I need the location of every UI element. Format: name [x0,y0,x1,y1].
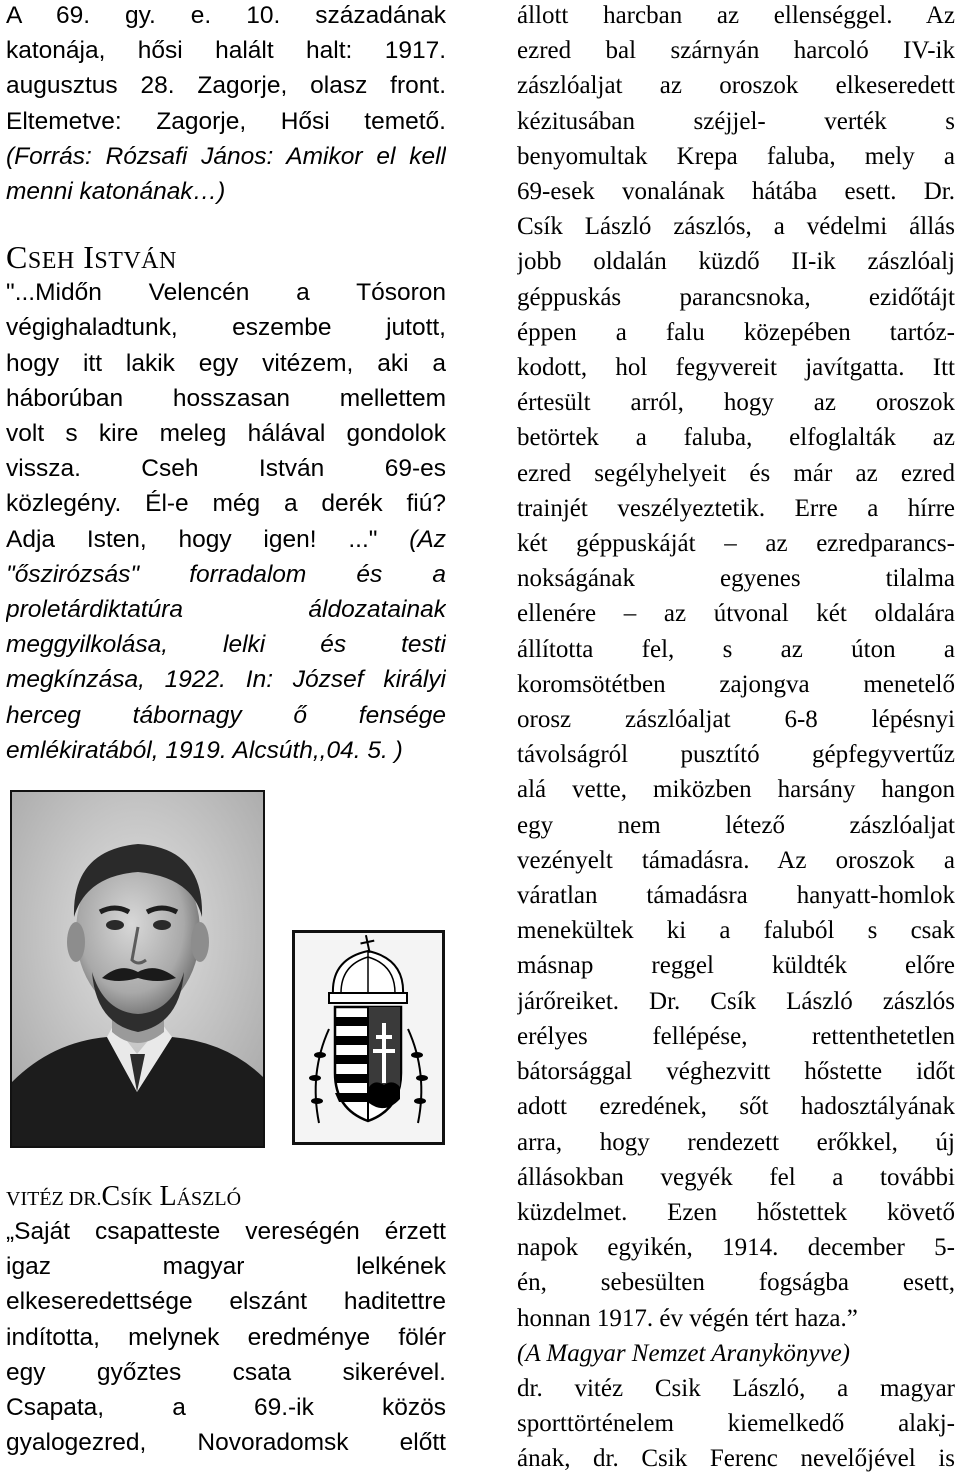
body-line: 69-esek vonalának hátába esett. Dr. [517,178,955,206]
body-line: egy nem létező zászlóaljat [517,811,955,839]
body-line: trainjét veszélyeztetik. Erre a hírre [517,494,955,522]
body-line: ellenére – az útvonal két oldalára [517,600,955,628]
body-line: távolságról pusztító gépfegyvertűz [517,741,955,769]
heading-initial: I [83,239,95,276]
body-line: állott harcban az ellenséggel. Az [517,2,955,29]
quote-line: vissza. Cseh István 69-es [6,455,446,483]
body-line: ának, dr. Csik Ferenc nevelőjével is [517,1445,955,1473]
quote-line [6,522,446,557]
quote-line: hogy itt lakik egy vitézem, aki a [6,349,446,377]
heading-initial: C [101,1181,121,1212]
quote-line: egy győztes csata sikerével. [6,1358,446,1386]
source-citation: (A Magyar Nemzet Aranykönyve) [517,1339,850,1367]
body-line: vezényelt támadásra. Az oroszok a [517,846,955,874]
intro-line: augusztus 28. Zagorje, olasz front. [6,72,446,100]
body-line: nokságának egyenes tilalma [517,565,955,593]
obituary-intro [6,0,446,209]
body-line: orosz zászlóaljat 6-8 lépésnyi [517,706,955,734]
body-line: honnan 1917. év végén tért haza.” [517,1304,858,1332]
heading-rest: STVÁN [94,248,177,275]
heading-rest: ÁSZLÓ [176,1188,242,1210]
quote-line: indította, melynek eredménye fölér [6,1323,446,1351]
intro-line: menni katonának…) [6,178,226,206]
source-line: "őszirózsás" forradalom és a [6,560,446,588]
portrait-photo [10,790,265,1148]
body-line: benyomultak Krepa faluba, mely a [517,142,955,170]
body-line: alá vette, miközben harsány hangon [517,776,955,804]
quote-line: Csapata, a 69.-ik közös [6,1394,446,1422]
portrait-illustration [12,792,263,1146]
csik-tail [517,1371,955,1477]
csik-section [6,1180,446,1460]
body-line: kodott, hol fegyvereit javítgatta. Itt [517,354,955,382]
coat-of-arms-icon [295,933,442,1142]
heading-initial: C [6,239,28,276]
quote-end: Adja Isten, hogy igen! ..." [6,525,378,553]
body-line: arra, hogy rendezett erőkkel, új [517,1128,955,1156]
body-line: Csík László zászlós, a védelmi állás [517,213,955,241]
csik-quote [6,1214,446,1460]
body-line: váratlan támadásra hanyatt-homlok [517,882,955,910]
quote-line: gyalogezred, Novoradomsk előtt [6,1429,446,1457]
body-line: ezred bal szárnyán harcoló IV-ik [517,37,955,65]
intro-line: A 69. gy. e. 10. századának [6,2,446,29]
body-line: ezred segélyhelyeit és már az ezred [517,459,955,487]
body-line: koromsötétben zajongva menetelő [517,670,955,698]
heading-rest: SÍK [120,1188,153,1210]
csik-quote-continued [517,0,955,1336]
heading-prefix: VITÉZ DR. [6,1188,102,1210]
body-line: kézitusában széjjel- verték s [517,107,955,135]
left-column [6,0,446,768]
heading-rest: SEH [27,248,75,275]
body-line: dr. vitéz Csik László, a magyar [517,1374,955,1402]
source-line: emlékiratából, 1919. Alcsúth,,04. 5. ) [6,736,403,764]
quote-line: elkeseredettsége elszánt haditettre [6,1288,446,1316]
body-line: értesült arról, hogy az oroszok [517,389,955,417]
intro-line: Eltemetve: Zagorje, Hősi temető. [6,107,446,135]
body-line: menekültek ki a faluból s csak [517,917,955,945]
source-line: herceg tábornagy ő fensége [6,701,446,729]
body-line: géppuskás parancsnoka, ezidőtájt [517,283,955,311]
body-line: állásokban vegyék fel a további [517,1163,955,1191]
heading-initial: L [159,1181,177,1212]
body-line: sporttörténelem kiemelkedő alakj- [517,1410,955,1438]
quote-line: közlegény. Él-e még a derék fiú? [6,490,446,518]
quote-line: végighaladtunk, eszembe jutott, [6,314,446,342]
csik-laszlo-heading [6,1180,446,1214]
body-line: két géppuskáját – az ezredparancs- [517,530,955,558]
body-line: napok egyikén, 1914. december 5- [517,1234,955,1262]
body-line: zászlóaljat az oroszok elkeseredett [517,72,955,100]
cseh-istvan-heading [6,239,446,275]
body-line: adott ezredének, sőt hadosztályának [517,1093,955,1121]
quote-line: „Saját csapatteste vereségén érzett [6,1218,446,1245]
body-line: én, sebesülten fogságba esett, [517,1269,955,1297]
right-column [517,0,955,1477]
body-line: állította fel, s az úton a [517,635,955,663]
intro-line: (Forrás: Rózsafi János: Amikor el kell [6,142,446,170]
quote-line: "...Midőn Velencén a Tósoron [6,279,446,307]
body-line: jobb oldalán küzdő II-ik zászlóalj [517,248,955,276]
cseh-source [6,557,446,768]
source-line: megkínzása, 1922. In: József királyi [6,666,446,694]
body-line: másnap reggel küldték előre [517,952,955,980]
body-line: éppen a falu közepében tartóz- [517,318,955,346]
intro-line: katonája, hősi halált halt: 1917. [6,37,446,65]
cseh-quote [6,275,446,557]
source-line: meggyilkolása, lelki és testi [6,631,446,659]
body-line: küzdelmet. Ezen hőstettek követő [517,1198,955,1226]
quote-line: igaz magyar lelkének [6,1253,446,1281]
body-line: bátorsággal véghezvitt hőstette időt [517,1058,955,1086]
quote-line: háborúban hosszasan mellettem [6,384,446,412]
body-line: járőreiket. Dr. Csík László zászlós [517,987,955,1015]
source-line: proletárdiktatúra áldozatainak [6,596,446,624]
quote-line: volt s kire meleg hálával gondolok [6,420,446,448]
coat-of-arms-image [292,930,445,1145]
body-line: erélyes fellépése, rettenthetetlen [517,1022,955,1050]
source-start: (Az [409,525,446,553]
body-line: betörtek a faluba, elfoglalták az [517,424,955,452]
